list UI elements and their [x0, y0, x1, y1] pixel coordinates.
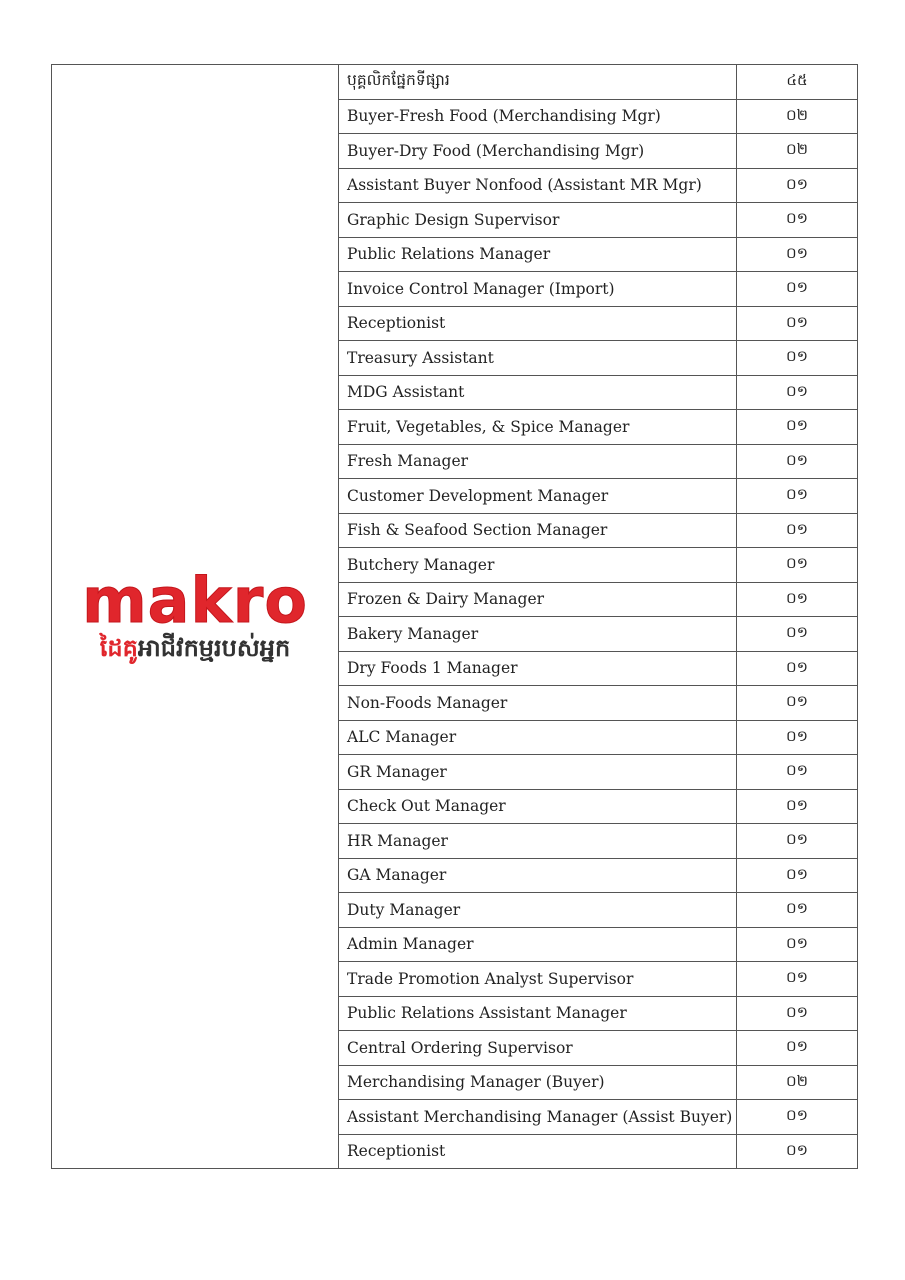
position-count-cell: ០១	[737, 444, 858, 479]
position-count-cell: ០១	[737, 893, 858, 928]
position-count-cell: ០១	[737, 582, 858, 617]
position-count-cell: ០១	[737, 1031, 858, 1066]
position-title-cell: Trade Promotion Analyst Supervisor	[339, 962, 737, 997]
position-title-cell: Buyer-Fresh Food (Merchandising Mgr)	[339, 99, 737, 134]
position-title-cell: GR Manager	[339, 755, 737, 790]
position-title-cell: Admin Manager	[339, 927, 737, 962]
position-count-cell: ០១	[737, 306, 858, 341]
position-title-cell: GA Manager	[339, 858, 737, 893]
position-title-cell: Assistant Buyer Nonfood (Assistant MR Mgr)	[339, 168, 737, 203]
position-count-cell: ០១	[737, 858, 858, 893]
makro-logo	[82, 563, 308, 663]
company-logo-cell	[52, 65, 339, 1169]
position-title-cell: Fish & Seafood Section Manager	[339, 513, 737, 548]
position-title-cell: Frozen & Dairy Manager	[339, 582, 737, 617]
position-count-cell: ០១	[737, 203, 858, 238]
position-title-cell: Treasury Assistant	[339, 341, 737, 376]
position-title-cell: Merchandising Manager (Buyer)	[339, 1065, 737, 1100]
position-count-cell: ០១	[737, 927, 858, 962]
position-count-cell: ០១	[737, 410, 858, 445]
logo-tagline-dark: អាជីវកម្មរបស់អ្នក	[137, 633, 291, 662]
position-count-cell: ០១	[737, 962, 858, 997]
position-count-cell: ០១	[737, 720, 858, 755]
position-title-cell: HR Manager	[339, 824, 737, 859]
position-count-cell: ០១	[737, 755, 858, 790]
position-title-cell: Assistant Merchandising Manager (Assist Buyer)	[339, 1100, 737, 1135]
position-title-cell: បុគ្គលិកផ្នែកទីផ្សារ	[339, 65, 737, 100]
position-count-cell: ០១	[737, 272, 858, 307]
position-title-cell: Receptionist	[339, 1134, 737, 1169]
position-title-cell: Fresh Manager	[339, 444, 737, 479]
position-title-cell: Fruit, Vegetables, & Spice Manager	[339, 410, 737, 445]
job-openings-table-body	[52, 65, 858, 1169]
position-title-cell: Dry Foods 1 Manager	[339, 651, 737, 686]
position-count-cell: ០១	[737, 1100, 858, 1135]
position-title-cell: Receptionist	[339, 306, 737, 341]
position-count-cell: ០១	[737, 168, 858, 203]
position-count-cell: ០១	[737, 548, 858, 583]
position-title-cell: MDG Assistant	[339, 375, 737, 410]
position-count-cell: ០២	[737, 134, 858, 169]
position-title-cell: Central Ordering Supervisor	[339, 1031, 737, 1066]
position-title-cell: Customer Development Manager	[339, 479, 737, 514]
position-title-cell: Public Relations Assistant Manager	[339, 996, 737, 1031]
position-count-cell: ០១	[737, 479, 858, 514]
position-count-cell: ០១	[737, 617, 858, 652]
position-title-cell: Graphic Design Supervisor	[339, 203, 737, 238]
position-title-cell: Butchery Manager	[339, 548, 737, 583]
position-title-cell: Check Out Manager	[339, 789, 737, 824]
logo-tagline	[82, 633, 308, 663]
logo-wordmark: makro	[82, 563, 308, 637]
position-title-cell: Non-Foods Manager	[339, 686, 737, 721]
position-count-cell: ០២	[737, 99, 858, 134]
position-count-cell: ០១	[737, 513, 858, 548]
position-title-cell: ALC Manager	[339, 720, 737, 755]
position-count-cell: ៤៥	[737, 65, 858, 100]
job-openings-table	[51, 64, 858, 1169]
position-count-cell: ០១	[737, 237, 858, 272]
position-count-cell: ០២	[737, 1065, 858, 1100]
position-count-cell: ០១	[737, 651, 858, 686]
position-count-cell: ០១	[737, 686, 858, 721]
position-title-cell: Duty Manager	[339, 893, 737, 928]
position-count-cell: ០១	[737, 375, 858, 410]
position-count-cell: ០១	[737, 996, 858, 1031]
position-count-cell: ០១	[737, 341, 858, 376]
table-row	[52, 65, 858, 100]
position-count-cell: ០១	[737, 789, 858, 824]
position-count-cell: ០១	[737, 1134, 858, 1169]
position-title-cell: Invoice Control Manager (Import)	[339, 272, 737, 307]
logo-tagline-red: ដៃគូ	[99, 633, 138, 662]
position-title-cell: Public Relations Manager	[339, 237, 737, 272]
position-title-cell: Buyer-Dry Food (Merchandising Mgr)	[339, 134, 737, 169]
position-count-cell: ០១	[737, 824, 858, 859]
position-title-cell: Bakery Manager	[339, 617, 737, 652]
